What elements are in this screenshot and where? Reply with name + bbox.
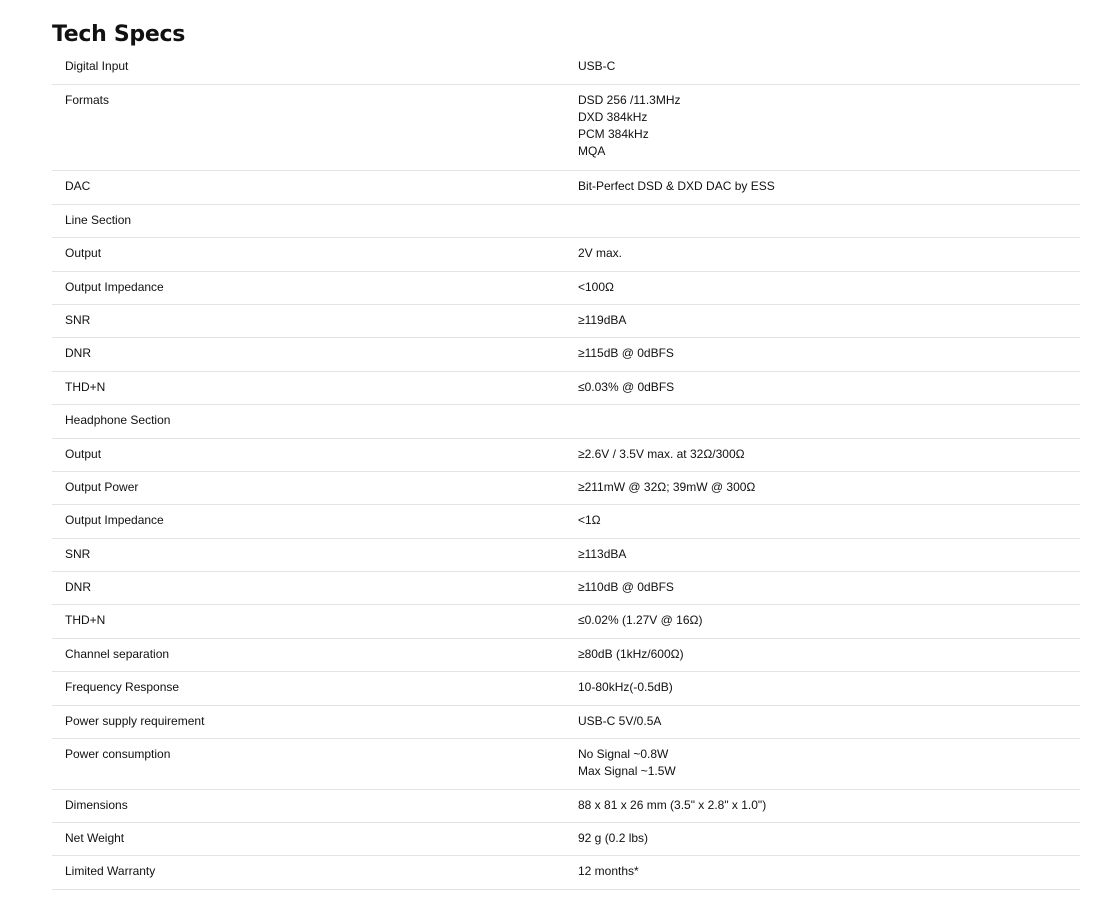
- spec-value-line: ≥113dBA: [578, 546, 627, 561]
- spec-label: THD+N: [65, 379, 106, 394]
- spec-label: Output Impedance: [65, 279, 164, 294]
- spec-row: [52, 505, 1080, 538]
- spec-value-line: 2V max.: [578, 246, 623, 261]
- spec-row: [52, 823, 1080, 856]
- spec-label: DNR: [65, 346, 91, 361]
- spec-row: [52, 539, 1080, 572]
- spec-value: [578, 345, 674, 362]
- spec-value: [578, 612, 702, 629]
- spec-row: [52, 706, 1080, 739]
- spec-value: [578, 479, 755, 496]
- spec-value-line: Max Signal ~1.5W: [578, 764, 676, 779]
- spec-label: Power consumption: [65, 747, 171, 762]
- spec-value: [578, 830, 648, 847]
- spec-value: [578, 379, 674, 396]
- spec-value-line: ≥115dB @ 0dBFS: [578, 346, 674, 361]
- spec-row: [52, 439, 1080, 472]
- spec-value: [578, 279, 614, 296]
- spec-value: [578, 579, 674, 596]
- spec-value: [578, 446, 745, 463]
- spec-row: [52, 572, 1080, 605]
- spec-row: [52, 790, 1080, 823]
- spec-label: SNR: [65, 312, 91, 327]
- spec-row: [52, 205, 1080, 238]
- spec-value-line: PCM 384kHz: [578, 127, 649, 142]
- spec-value: [578, 512, 601, 529]
- spec-value: [578, 797, 766, 814]
- spec-label: Output Impedance: [65, 513, 164, 528]
- spec-value-line: Bit-Perfect DSD & DXD DAC by ESS: [578, 179, 775, 194]
- spec-value: [578, 679, 673, 696]
- spec-label: Power supply requirement: [65, 713, 205, 728]
- spec-value-line: 92 g (0.2 lbs): [578, 830, 649, 845]
- spec-value: [578, 178, 775, 195]
- spec-value: [578, 92, 681, 160]
- spec-row: [52, 52, 1080, 85]
- page-title: Tech Specs: [52, 22, 186, 47]
- spec-value: [578, 58, 615, 75]
- spec-value: [578, 245, 622, 262]
- spec-label: Digital Input: [65, 59, 129, 73]
- spec-value: [578, 546, 626, 563]
- spec-value-line: No Signal ~0.8W: [578, 747, 669, 762]
- spec-value-line: 12 months*: [578, 864, 639, 879]
- spec-label: DAC: [65, 179, 91, 194]
- spec-row: [52, 305, 1080, 338]
- spec-value-line: ≤0.03% @ 0dBFS: [578, 379, 675, 394]
- spec-value: [578, 746, 676, 780]
- spec-value-line: <1Ω: [578, 513, 601, 528]
- spec-row: [52, 405, 1080, 438]
- spec-value-line: DXD 384kHz: [578, 110, 648, 125]
- spec-row: [52, 472, 1080, 505]
- spec-row: [52, 85, 1080, 171]
- spec-value-line: 10-80kHz(-0.5dB): [578, 680, 673, 695]
- spec-value-line: MQA: [578, 144, 606, 159]
- spec-value-line: <100Ω: [578, 279, 614, 294]
- spec-value: [578, 713, 661, 730]
- spec-label: Output: [65, 446, 102, 461]
- spec-value-line: USB-C 5V/0.5A: [578, 713, 662, 728]
- spec-value: [578, 312, 626, 329]
- spec-value-line: 88 x 81 x 26 mm (3.5" x 2.8" x 1.0"): [578, 797, 767, 812]
- spec-row: [52, 672, 1080, 705]
- spec-value-line: ≤0.02% (1.27V @ 16Ω): [578, 613, 703, 628]
- spec-row: [52, 739, 1080, 790]
- spec-label: Output: [65, 246, 102, 261]
- spec-label: Headphone Section: [65, 413, 171, 428]
- spec-row: [52, 372, 1080, 405]
- spec-value-line: ≥211mW @ 32Ω; 39mW @ 300Ω: [578, 479, 756, 494]
- spec-value-line: ≥119dBA: [578, 312, 627, 327]
- spec-row: [52, 605, 1080, 638]
- spec-row: [52, 272, 1080, 305]
- spec-value-line: DSD 256 /11.3MHz: [578, 93, 681, 108]
- spec-value-line: ≥110dB @ 0dBFS: [578, 580, 674, 595]
- spec-label: Channel separation: [65, 646, 170, 661]
- spec-row: [52, 338, 1080, 371]
- spec-label: Net Weight: [65, 830, 125, 845]
- spec-value-line: USB-C: [578, 59, 616, 73]
- spec-label: Line Section: [65, 212, 132, 227]
- spec-value: [578, 863, 639, 880]
- spec-value: [578, 646, 684, 663]
- spec-row: [52, 171, 1080, 204]
- spec-value-line: ≥2.6V / 3.5V max. at 32Ω/300Ω: [578, 446, 745, 461]
- spec-row: [52, 856, 1080, 889]
- spec-row: [52, 639, 1080, 672]
- spec-label: DNR: [65, 580, 91, 595]
- spec-label: Output Power: [65, 479, 139, 494]
- spec-label: SNR: [65, 546, 91, 561]
- spec-label: Frequency Response: [65, 680, 180, 695]
- specs-table: [52, 52, 1080, 890]
- spec-label: THD+N: [65, 613, 106, 628]
- spec-label: Formats: [65, 93, 110, 108]
- spec-row: [52, 238, 1080, 271]
- spec-label: Limited Warranty: [65, 864, 156, 879]
- spec-label: Dimensions: [65, 797, 128, 812]
- spec-value-line: ≥80dB (1kHz/600Ω): [578, 646, 684, 661]
